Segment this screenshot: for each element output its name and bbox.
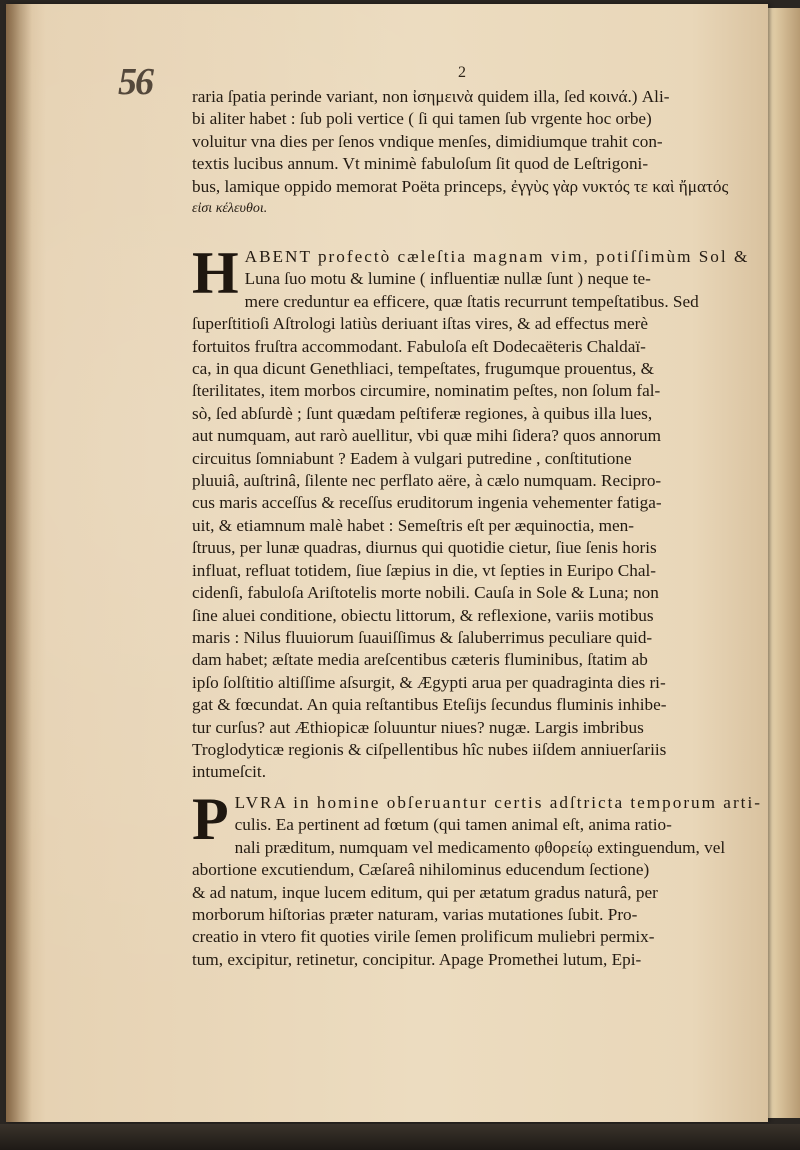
background-strip	[0, 1124, 800, 1150]
text-line: ca, in qua dicunt Genethliaci, tempeſtates, frugumque prouentus, &	[192, 359, 655, 379]
text-line: maris : Nilus fluuiorum ſuauiſſimus & ſaluberrimus peculiare quid-	[192, 627, 653, 647]
text-line: ſuperſtitioſi Aſtrologi latiùs deriuant iſtas vires, & ad effectus merè	[192, 314, 648, 334]
text-line: tum, excipitur, retinetur, concipitur. Apage Promethei lutum, Epi-	[192, 949, 642, 969]
text-line: εἰσι κέλευθοι.	[192, 201, 268, 217]
drop-cap: H	[192, 240, 239, 306]
text-line: & ad natum, inque lucem editum, qui per ætatum gradus naturâ, per	[192, 882, 658, 902]
text-line: influat, refluat totidem, ſiue ſæpius in die, vt ſepties in Euripo Chal-	[192, 560, 656, 580]
text-line: pluuiâ, auſtrinâ, ſilente nec perflato aëre, à cælo numquam. Recipro-	[192, 471, 662, 491]
text-line: morborum hiſtorias præter naturam, varias mutationes ſubit. Pro-	[192, 905, 638, 925]
text-line: Troglodyticæ regionis & ciſpellentibus hîc nubes iiſdem anniuerſariis	[192, 739, 667, 759]
text-line: textis lucibus annum. Vt minimè fabuloſum ſit quod de Leſtrigoni-	[192, 154, 649, 174]
text-line: bi aliter habet : ſub poli vertice ( ſi qui tamen ſub vrgente hoc orbe)	[192, 109, 652, 129]
paragraph-2	[192, 240, 764, 784]
text-line: fortuitos fruſtra accommodant. Fabuloſa eſt Dodecaëteris Chaldaï-	[192, 336, 646, 356]
drop-cap: P	[192, 786, 229, 852]
text-line: voluitur vna dies per ſenos vndique menſes, dimidiumque trahit con-	[192, 131, 663, 151]
text-line: cidenſi, fabuloſa Ariſtotelis morte nobili. Cauſa in Sole & Luna; non	[192, 583, 659, 603]
paragraph-1	[192, 86, 764, 220]
text-line: raria ſpatia perinde variant, non ἰσημεινὰ quidem illa, ſed κοινά.) Ali-	[192, 87, 670, 106]
page-number: 56	[118, 61, 152, 103]
text-line: intumeſcit.	[192, 762, 266, 782]
text-line: ſtruus, per lunæ quadras, diurnus qui quotidie cietur, ſiue ſenis horis	[192, 538, 657, 558]
binding-shadow	[6, 4, 32, 1122]
text-line: Luna ſuo motu & lumine ( influentiæ nullæ ſunt ) neque te-	[244, 269, 651, 289]
text-line: cus maris acceſſus & receſſus eruditorum ingenia vehementer fatiga-	[192, 493, 662, 513]
signature-mark: 2	[458, 64, 466, 81]
text-line: aut numquam, aut rarò auellitur, vbi quæ mihi ſidera? quos annorum	[192, 426, 661, 446]
paragraph-3	[192, 786, 764, 971]
text-line: uit, & etiamnum malè habet : Semeſtris eſt per æquinoctia, men-	[192, 515, 634, 535]
text-line: ipſo ſolſtitio altiſſime aſsurgit, & Ægypti arua per quadraginta dies ri-	[192, 672, 666, 692]
text-line: ſterilitates, item morbos circumire, nominatim peſtes, non ſolum fal-	[192, 381, 661, 401]
text-line: sò, ſed abſurdè ; ſunt quædam peſtiferæ regiones, à quibus illa lues,	[192, 403, 653, 423]
book-page	[6, 4, 768, 1122]
text-line: culis. Ea pertinent ad fœtum (qui tamen animal eſt, anima ratio-	[234, 815, 672, 835]
text-line: ABENT profectò cæleſtia magnam vim, potiſſimùm Sol &	[244, 247, 750, 266]
text-line: mere creduntur ea efficere, quæ ſtatis recurrunt tempeſtatibus. Sed	[244, 291, 699, 311]
text-line: creatio in vtero fit quoties virile ſemen prolificum muliebri permix-	[192, 927, 655, 947]
text-line: tur curſus? aut Æthiopicæ ſoluuntur niues? nugæ. Largis imbribus	[192, 717, 644, 737]
text-line: dam habet; æſtate media areſcentibus cæteris fluminibus, ſtatim ab	[192, 650, 648, 670]
text-line: bus, lamique oppido memorat Poëta princeps, ἐγγὺς γὰρ νυκτός τε καὶ ἤματός	[192, 176, 729, 196]
text-line: LVRA in homine obſeruantur certis adſtricta temporum arti-	[234, 793, 762, 812]
text-line: abortione excutiendum, Cæſareâ nihilominus educendum ſectione)	[192, 860, 650, 880]
text-line: circuitus ſomniabunt ? Eadem à vulgari putredine , conſtitutione	[192, 448, 632, 468]
text-line: gat & fœcundat. An quia reſtantibus Eteſijs ſecundus fluminis inhibe-	[192, 695, 667, 715]
text-line: ſine aluei conditione, obiectu littorum, & reflexione, variis motibus	[192, 605, 654, 625]
text-line: nali præditum, numquam vel medicamento φθορείῳ extinguendum, vel	[234, 837, 726, 857]
